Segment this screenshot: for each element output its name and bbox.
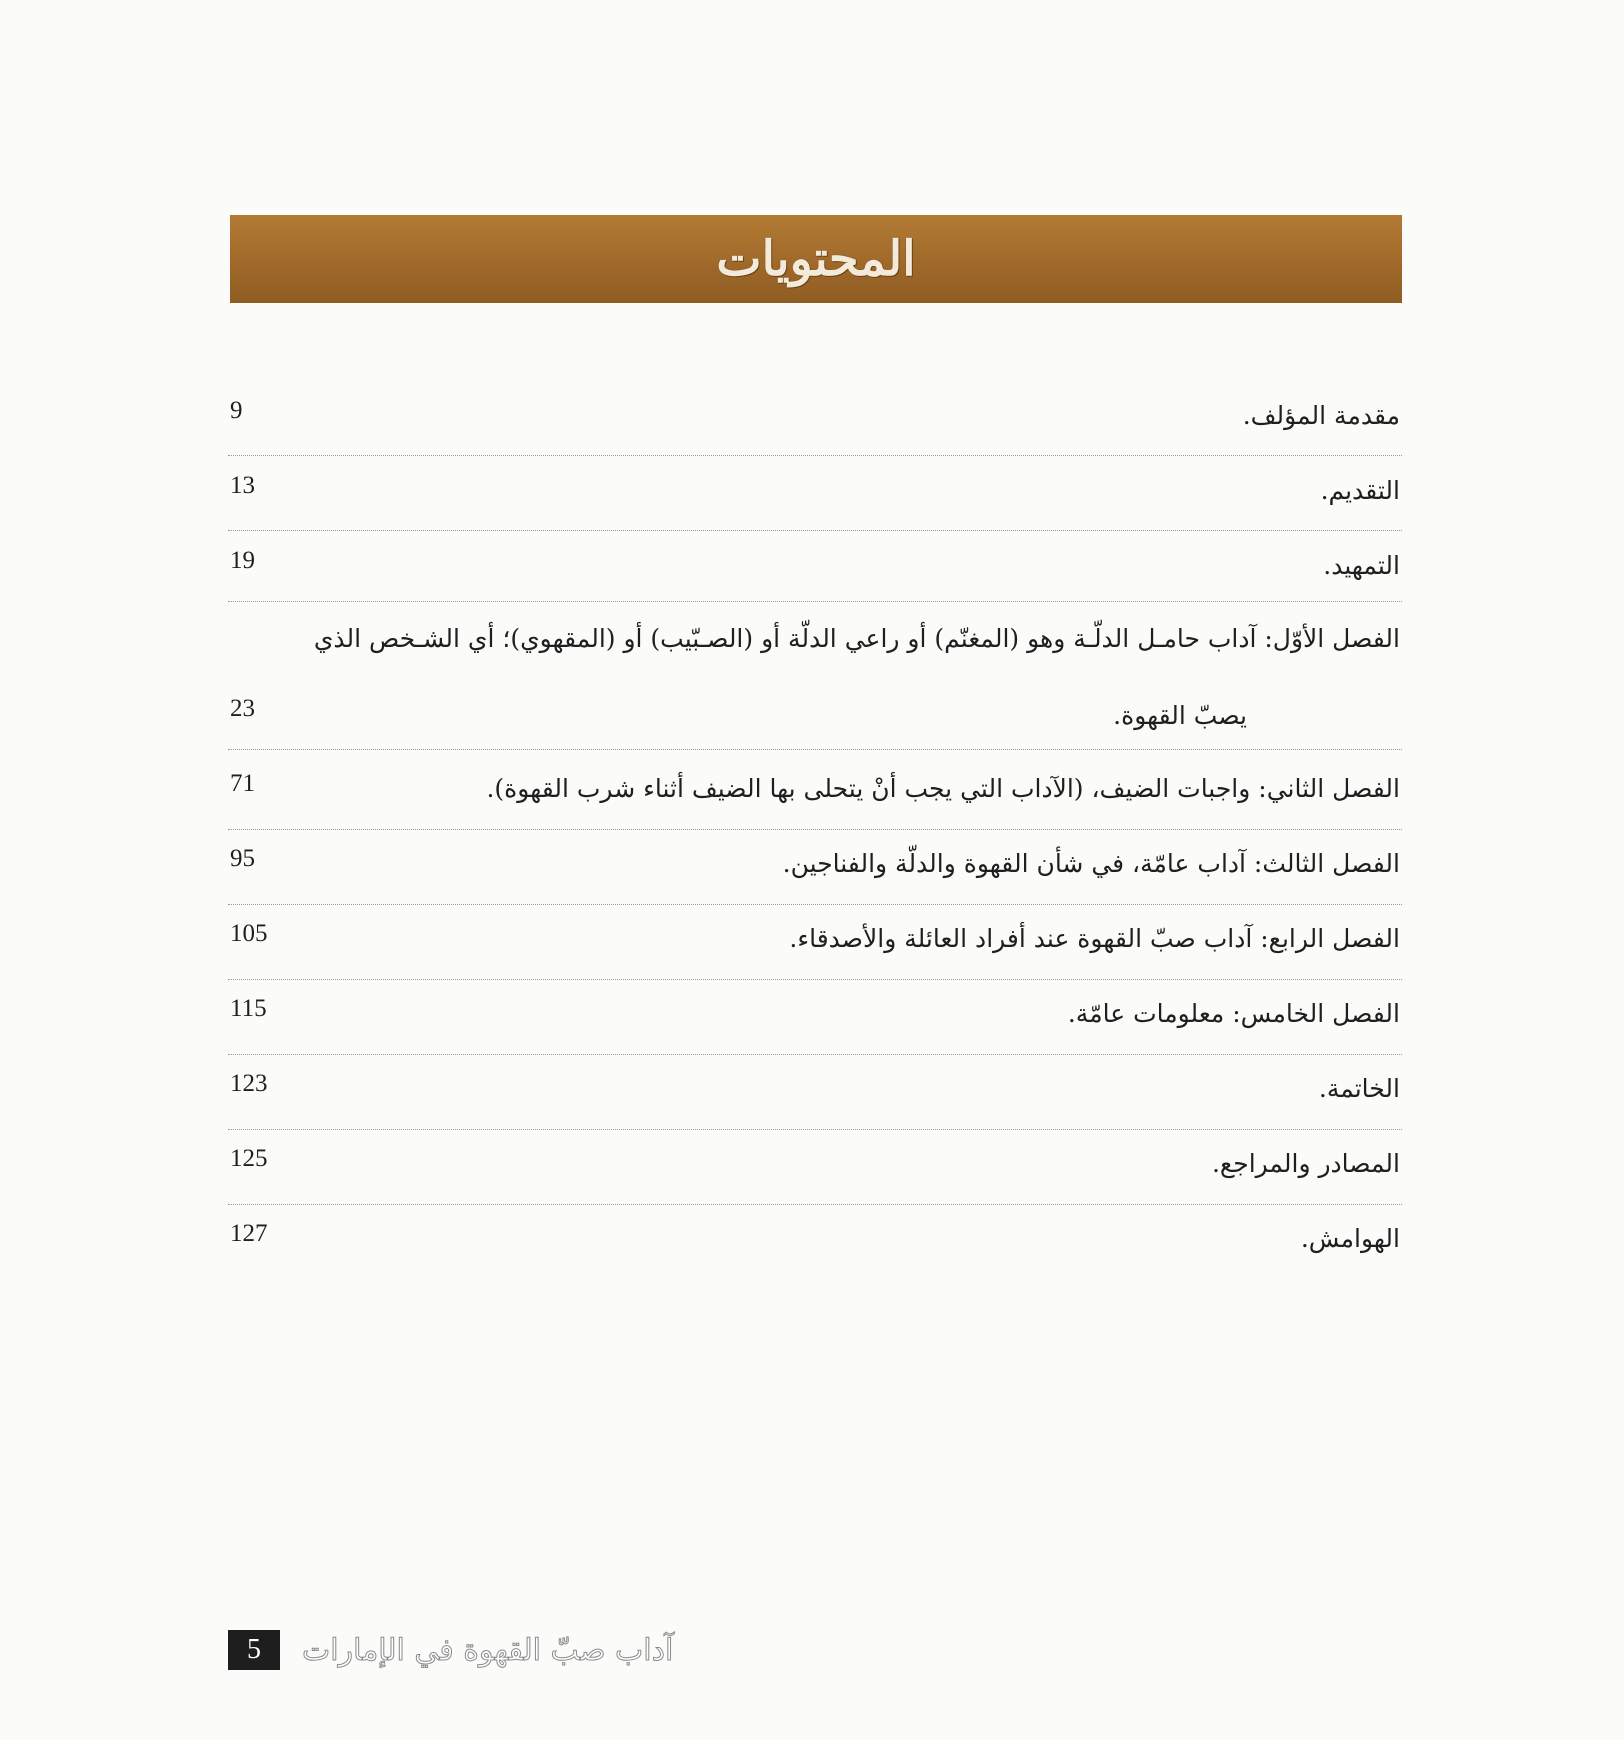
toc-entry[interactable] bbox=[228, 768, 1402, 830]
toc-entry[interactable] bbox=[228, 993, 1402, 1055]
toc-entry-title: الخاتمة. bbox=[1318, 1074, 1400, 1103]
toc-entry[interactable] bbox=[228, 618, 1402, 678]
running-book-title: آداب صبّ القهوة في الإمارات bbox=[302, 1632, 674, 1668]
toc-entry-title: التقديم. bbox=[1320, 476, 1400, 505]
toc-entry-page: 127 bbox=[230, 1220, 268, 1247]
toc-entry-page: 123 bbox=[230, 1070, 268, 1097]
toc-entry-page: 9 bbox=[230, 397, 243, 424]
toc-entry-title: التمهيد. bbox=[1323, 551, 1400, 580]
toc-entry[interactable] bbox=[228, 545, 1402, 602]
toc-entry-title: الفصل الرابع: آداب صبّ القهوة عند أفراد العائلة والأصدقاء. bbox=[789, 924, 1400, 953]
toc-entry[interactable] bbox=[228, 693, 1402, 750]
toc-entry-page: 71 bbox=[230, 770, 255, 797]
toc-entry-page: 95 bbox=[230, 845, 255, 872]
contents-banner bbox=[230, 215, 1402, 303]
toc-entry-title: الفصل الثاني: واجبات الضيف، (الآداب التي يجب أنْ يتحلى بها الضيف أثناء شرب القهوة). bbox=[486, 774, 1400, 803]
toc-entry-page: 19 bbox=[230, 547, 255, 574]
toc-entry[interactable] bbox=[228, 395, 1402, 456]
toc-entry-title: الفصل الأوّل: آداب حامـل الدلّـة وهو (المغنّم) أو راعي الدلّة أو (الصـبّيب) أو (المقهوي)؛ أي الشـخص الذي bbox=[313, 624, 1400, 653]
toc-entry[interactable] bbox=[228, 918, 1402, 980]
toc-entry-page: 13 bbox=[230, 472, 255, 499]
toc-entry-page: 115 bbox=[230, 995, 267, 1022]
toc-entry[interactable] bbox=[228, 843, 1402, 905]
toc-entry-title: الفصل الثالث: آداب عامّة، في شأن القهوة والدلّة والفناجين. bbox=[782, 849, 1400, 878]
page-number: 5 bbox=[228, 1630, 280, 1670]
toc-entry-page: 105 bbox=[230, 920, 268, 947]
toc-entry[interactable] bbox=[228, 1143, 1402, 1205]
toc-entry-page: 125 bbox=[230, 1145, 268, 1172]
toc-entry-title: الفصل الخامس: معلومات عامّة. bbox=[1067, 999, 1400, 1028]
toc-entry-title: مقدمة المؤلف. bbox=[1242, 401, 1400, 430]
toc-entry-title: يصبّ القهوة. bbox=[1113, 701, 1247, 730]
toc-entry[interactable] bbox=[228, 1068, 1402, 1130]
toc-entry[interactable] bbox=[228, 1218, 1402, 1278]
toc-entry-title: المصادر والمراجع. bbox=[1211, 1149, 1400, 1178]
toc-entry-title: الهوامش. bbox=[1300, 1224, 1400, 1253]
toc-entry-page: 23 bbox=[230, 695, 255, 722]
page-footer bbox=[228, 1630, 673, 1670]
toc-entry[interactable] bbox=[228, 470, 1402, 531]
contents-title: المحتويات bbox=[716, 231, 916, 287]
